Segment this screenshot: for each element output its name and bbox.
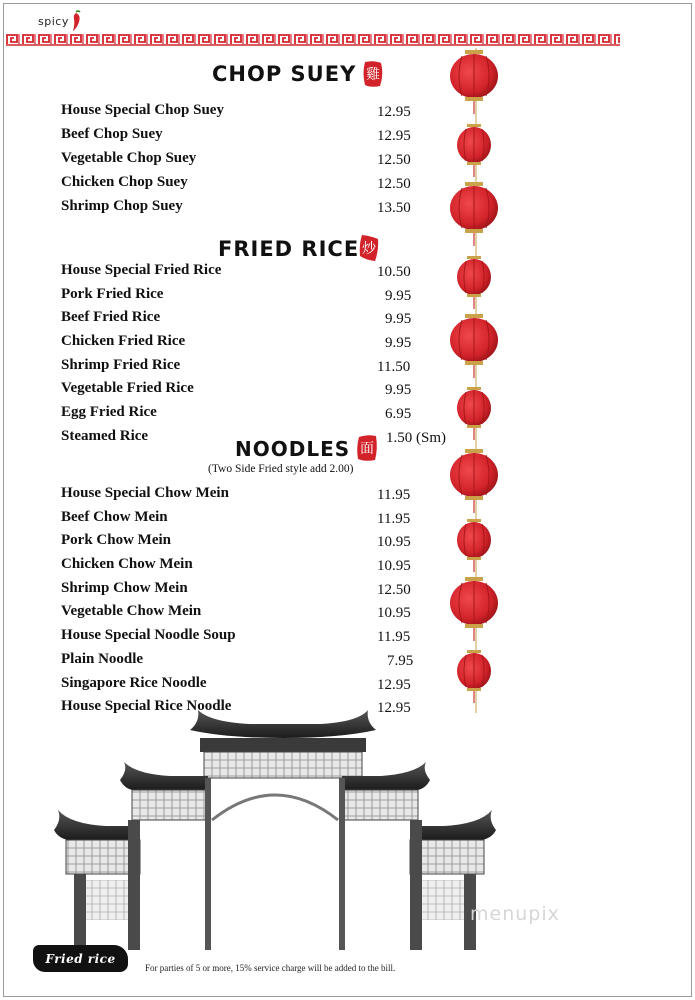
menu-item	[61, 102, 461, 124]
item-name: Chicken Chop Suey	[61, 174, 188, 190]
section-title-fried-rice: FRIED RICE	[218, 237, 360, 261]
menu-item	[61, 404, 461, 426]
item-price: 11.50	[377, 359, 411, 375]
menu-item	[61, 198, 461, 220]
menu-item	[61, 532, 461, 554]
item-price: 6.95	[385, 406, 412, 422]
lantern-icon	[450, 577, 498, 641]
item-price: 11.95	[377, 487, 411, 503]
item-name: Chicken Chow Mein	[61, 556, 193, 572]
item-price: 1.50 (Sm)	[386, 430, 446, 446]
item-price: 11.95	[377, 629, 411, 645]
watermark: menupix	[470, 903, 560, 925]
lantern-icon	[450, 449, 498, 513]
menu-item	[61, 580, 461, 602]
lantern-icon	[457, 124, 491, 177]
item-name: Beef Chop Suey	[61, 126, 163, 142]
menu-item	[61, 174, 461, 196]
item-price: 10.95	[377, 605, 411, 621]
item-price: 9.95	[385, 382, 412, 398]
lantern-icon	[450, 314, 498, 378]
seal-icon-fried-rice	[358, 234, 380, 262]
lantern-icon	[457, 650, 491, 703]
menu-item	[61, 627, 461, 649]
item-price: 12.50	[377, 582, 411, 598]
item-name: Shrimp Fried Rice	[61, 357, 181, 373]
svg-text:面: 面	[360, 441, 374, 457]
item-name: Singapore Rice Noodle	[61, 675, 207, 691]
item-price: 9.95	[385, 288, 412, 304]
menu-item	[61, 509, 461, 531]
svg-text:炒: 炒	[362, 241, 376, 257]
item-price: 12.95	[377, 104, 411, 120]
menu-item	[61, 675, 461, 697]
item-name: Pork Fried Rice	[61, 286, 164, 302]
item-name: Vegetable Chow Mein	[61, 603, 202, 619]
item-price: 12.50	[377, 176, 411, 192]
lantern-icon	[457, 387, 491, 440]
item-name: House Special Fried Rice	[61, 262, 222, 278]
menu-item	[61, 380, 461, 402]
item-price: 13.50	[377, 200, 411, 216]
item-name: Pork Chow Mein	[61, 532, 171, 548]
item-price: 12.95	[377, 700, 411, 716]
item-name: House Special Rice Noodle	[61, 698, 232, 714]
item-name: Chicken Fried Rice	[61, 333, 186, 349]
item-price: 10.95	[377, 534, 411, 550]
item-name: Beef Chow Mein	[61, 509, 168, 525]
item-price: 9.95	[385, 335, 412, 351]
menu-item	[61, 286, 461, 308]
fried-rice-badge: Fried rice	[33, 945, 128, 972]
item-name: Steamed Rice	[61, 428, 149, 444]
item-name: House Special Chop Suey	[61, 102, 224, 118]
item-price: 12.50	[377, 152, 411, 168]
lantern-icon	[457, 519, 491, 572]
section-title-chop-suey: CHOP SUEY	[212, 62, 357, 86]
item-name: House Special Chow Mein	[61, 485, 229, 501]
item-name: Vegetable Chop Suey	[61, 150, 197, 166]
seal-icon-noodles	[356, 434, 378, 462]
menu-item	[61, 150, 461, 172]
lantern-icon	[450, 182, 498, 246]
seal-icon-chop-suey	[362, 60, 384, 88]
menu-item	[61, 309, 461, 331]
item-name: Shrimp Chow Mein	[61, 580, 188, 596]
menu-item	[61, 485, 461, 507]
menu-item	[61, 556, 461, 578]
menu-item	[61, 603, 461, 625]
item-name: Shrimp Chop Suey	[61, 198, 183, 214]
item-price: 10.95	[377, 558, 411, 574]
item-price: 12.95	[377, 128, 411, 144]
decorative-border-band	[6, 32, 620, 46]
item-name: Vegetable Fried Rice	[61, 380, 194, 396]
item-price: 9.95	[385, 311, 412, 327]
item-name: Beef Fried Rice	[61, 309, 161, 325]
lantern-icon	[450, 50, 498, 114]
item-price: 10.50	[377, 264, 411, 280]
section-title-noodles: NOODLES	[235, 437, 351, 461]
service-charge-note: For parties of 5 or more, 15% service charge will be added to the bill.	[145, 963, 396, 973]
lantern-icon	[457, 256, 491, 309]
svg-text:雞: 雞	[366, 67, 380, 83]
item-price: 12.95	[377, 677, 411, 693]
item-name: House Special Noodle Soup	[61, 627, 236, 643]
menu-item	[61, 333, 461, 355]
section-note-noodles: (Two Side Fried style add 2.00)	[208, 463, 354, 475]
menu-item	[61, 357, 461, 379]
gate-illustration	[40, 700, 510, 950]
menu-item	[61, 651, 461, 673]
item-name: Egg Fried Rice	[61, 404, 157, 420]
lantern-column	[448, 48, 504, 718]
menu-item	[61, 126, 461, 148]
item-price: 11.95	[377, 511, 411, 527]
chili-icon	[70, 10, 84, 32]
item-price: 7.95	[387, 653, 414, 669]
spicy-label: spicy	[38, 15, 69, 28]
item-name: Plain Noodle	[61, 651, 144, 667]
menu-item	[61, 262, 461, 284]
